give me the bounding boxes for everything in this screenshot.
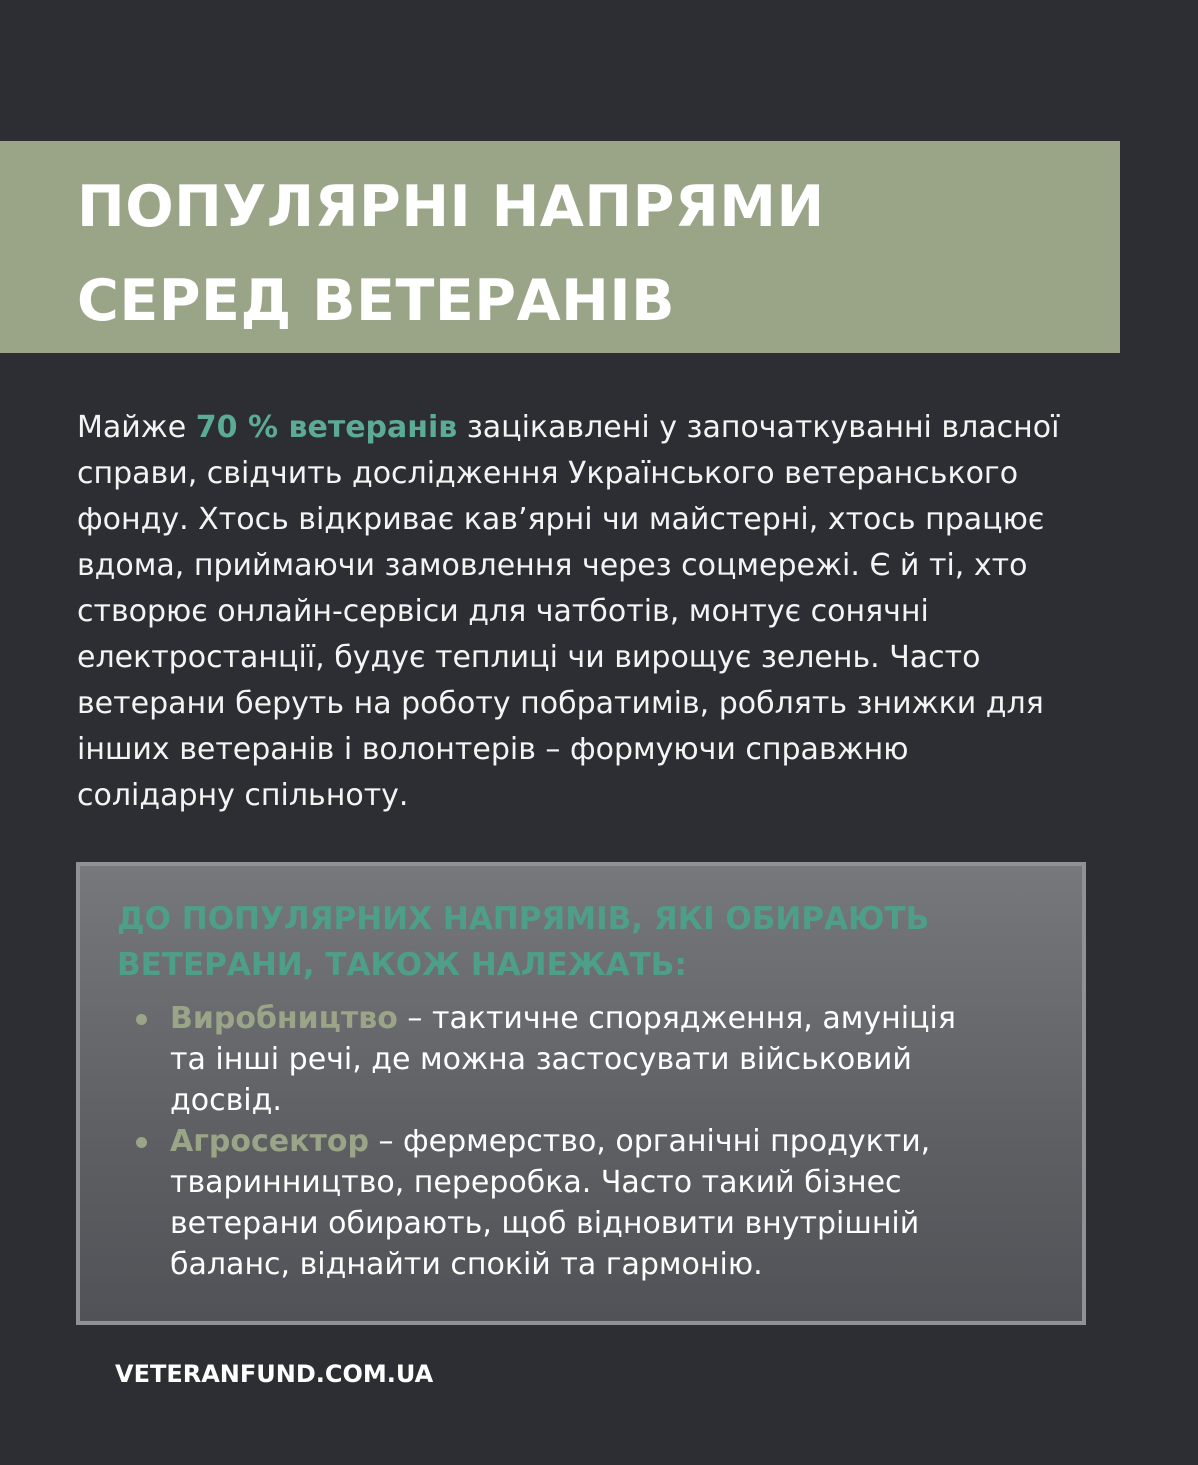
intro-line: інших ветеранів і волонтерів – формуючи справжню [77, 732, 909, 767]
item-line: та інші речі, де можна застосувати військовий [170, 1042, 912, 1077]
intro-paragraph [77, 405, 1137, 819]
item-line: ветерани обирають, щоб відновити внутрішній [170, 1206, 920, 1241]
item-line [170, 998, 956, 1039]
intro-line: вдома, приймаючи замовлення через соцмережі. Є й ті, хто [77, 548, 1028, 583]
list-item [136, 998, 956, 1121]
list-item [136, 1121, 956, 1285]
directions-list [136, 998, 956, 1285]
item-line: тваринництво, переробка. Часто такий бізнес [170, 1165, 902, 1200]
item-line-text: – тактичне спорядження, амуніція [397, 1001, 956, 1036]
item-term: Виробництво [170, 1001, 398, 1036]
intro-line-text: зацікавлені у започаткуванні власної [457, 410, 1060, 445]
item-term: Агросектор [170, 1124, 369, 1159]
bullet-icon [136, 1014, 147, 1025]
intro-line: ветерани беруть на роботу побратимів, роблять знижки для [77, 686, 1044, 721]
item-line: баланс, віднайти спокій та гармонію. [170, 1247, 763, 1282]
intro-line: солідарну спільноту. [77, 778, 409, 813]
intro-line [77, 405, 1137, 451]
page-title [77, 160, 825, 348]
box-title-line: ВЕТЕРАНИ, ТАКОЖ НАЛЕЖАТЬ: [117, 947, 687, 983]
box-title-line: ДО ПОПУЛЯРНИХ НАПРЯМІВ, ЯКІ ОБИРАЮТЬ [117, 901, 930, 937]
intro-prefix: Майже [77, 410, 196, 445]
intro-line: справи, свідчить дослідження Українського ветеранського [77, 456, 1019, 491]
bullet-icon [136, 1137, 147, 1148]
page-title-line: СЕРЕД ВЕТЕРАНІВ [77, 268, 676, 334]
intro-highlight: 70 % ветеранів [195, 410, 458, 445]
item-line-text: – фермерство, органічні продукти, [368, 1124, 931, 1159]
item-line: досвід. [170, 1083, 282, 1118]
intro-line: створює онлайн-сервіси для чатботів, монтує сонячні [77, 594, 929, 629]
intro-line: електростанції, будує теплиці чи вирощує зелень. Часто [77, 640, 981, 675]
item-line [170, 1121, 956, 1162]
intro-line: фонду. Хтось відкриває кав’ярні чи майстерні, хтось працює [77, 502, 1045, 537]
box-title [117, 896, 929, 988]
footer-url: VETERANFUND.COM.UA [115, 1360, 434, 1388]
directions-box [76, 862, 1086, 1325]
page-title-line: ПОПУЛЯРНІ НАПРЯМИ [77, 174, 825, 240]
